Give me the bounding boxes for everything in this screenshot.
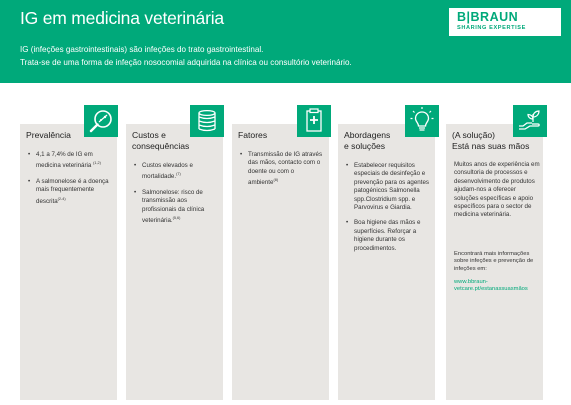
bullet-item — [28, 178, 112, 206]
card-prevalence — [20, 124, 117, 400]
card-title-line: Fatores — [238, 130, 268, 140]
card-title — [132, 130, 189, 152]
reference-mark: (8) — [273, 178, 279, 183]
card-title-line: Abordagens — [344, 130, 391, 140]
website-link[interactable]: www.bbraun-vetcare.pt/estanassuasmãos — [454, 279, 528, 293]
card-title — [26, 130, 71, 141]
card-approaches — [338, 124, 435, 400]
bullet-item — [346, 162, 430, 212]
bullet-text: 4,1 a 7,4% de IG em medicina veterinária — [36, 151, 93, 170]
bullet-list — [134, 162, 218, 233]
bullet-list — [346, 162, 430, 260]
card-title-line: e soluções — [344, 141, 386, 151]
card-title-line: Prevalência — [26, 130, 71, 140]
reference-mark: (2-4) — [57, 196, 66, 201]
bullet-item — [134, 162, 218, 182]
bullet-item — [134, 189, 218, 226]
magnifier-bacteria-icon — [84, 105, 118, 137]
bullet-text: Salmonelose: risco de transmissão aos profissionais da clínica veterinária. — [142, 188, 205, 225]
intro-line-2: Trata-se de uma forma de infeção nosocomial adquirida na clínica ou consultório veterinário. — [20, 57, 352, 67]
more-info-text: Encontrará mais informações sobre infeções e prevenção de infeções em: — [454, 251, 534, 272]
card-title — [238, 130, 267, 141]
card-solution — [446, 124, 543, 400]
card-factors — [232, 124, 329, 400]
coin-stack-icon — [190, 105, 224, 137]
bullet-item — [240, 151, 324, 188]
card-title-line: Custos e — [132, 130, 166, 140]
reference-mark: (1,2) — [93, 161, 101, 166]
clipboard-cross-icon — [297, 105, 331, 137]
card-title-line: (A solução) — [452, 130, 495, 140]
bullet-item — [28, 151, 112, 171]
bullet-text: A salmonelose é a doença mais frequentemente descrita — [36, 177, 109, 205]
reference-mark: (5,6) — [172, 216, 181, 221]
bullet-list — [240, 151, 324, 195]
lightbulb-icon — [405, 105, 439, 137]
bullet-text: Custos elevados e mortalidade. — [142, 162, 193, 181]
header-banner — [0, 0, 571, 83]
card-title-line: consequências — [132, 141, 190, 151]
bullet-text: Transmissão de IG através das mãos, contacto com o doente ou com o ambiente — [248, 151, 323, 187]
logo-tagline: SHARING EXPERTISE — [457, 25, 526, 31]
intro-text — [20, 44, 352, 69]
bullet-text: Estabelecer requisitos especiais de desinfeção e prevenção para os agentes patogénicos Salmonella spp.Clostridium spp. e Parvovirus e Giardia. — [354, 162, 429, 212]
bullet-list — [28, 151, 112, 213]
solution-text: Muitos anos de experiência em consultoria de processos e desenvolvimento de produtos ajudam-nos a oferecer soluções específicas e apoio específicos para o sector de medicina veterinária. — [454, 161, 540, 219]
bullet-text: Boa higiene das mãos e superfícies. Reforçar a higiene durante os procedimentos. — [354, 219, 421, 252]
card-title — [344, 130, 390, 152]
logo-wordmark: B|BRAUN — [457, 10, 519, 24]
bullet-item — [346, 219, 430, 253]
intro-line-1: IG (infeções gastrointestinais) são infeções do trato gastrointestinal. — [20, 45, 264, 54]
page-title: IG em medicina veterinária — [20, 8, 224, 28]
hand-plant-icon — [513, 105, 547, 137]
card-costs — [126, 124, 223, 400]
bbraun-logo — [449, 8, 561, 36]
card-title-line: Está nas suas mãos — [452, 141, 530, 151]
reference-mark: (7) — [176, 172, 181, 177]
